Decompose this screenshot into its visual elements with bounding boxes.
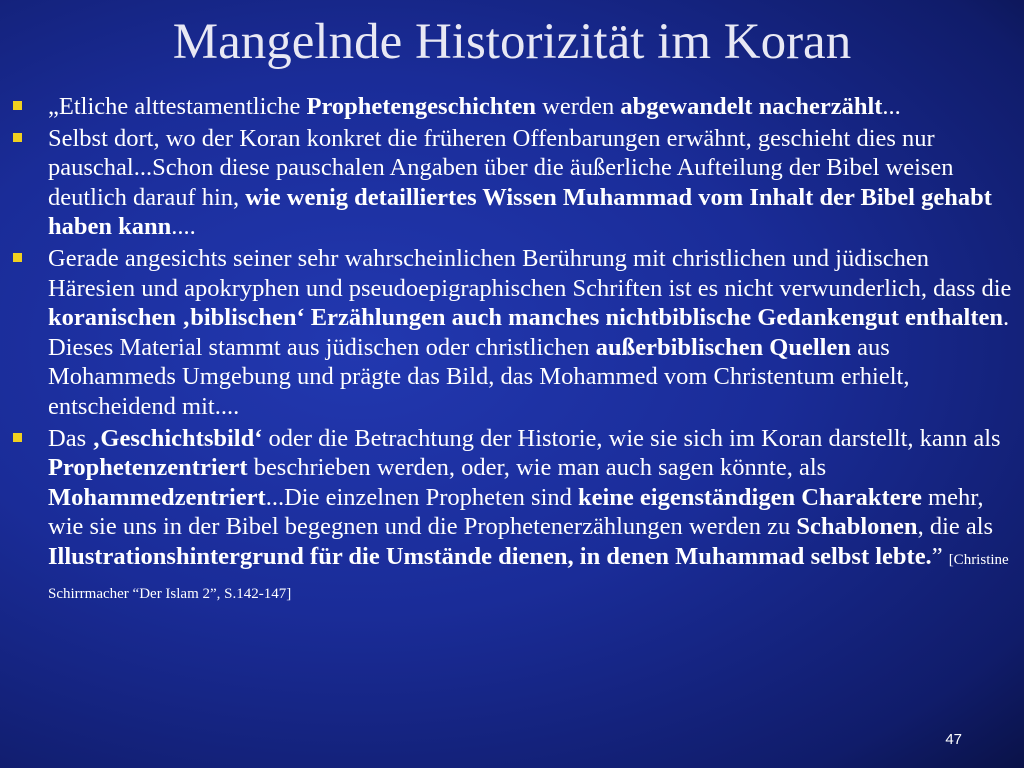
bold-segment: Mohammedzentriert [48, 483, 266, 511]
text-segment: Selbst dort, wo der Koran konkret die früheren Offenbarungen erwähnt, geschieht dies nur pauschal...Schon diese pauschalen Angaben über die äußerliche Aufteilung der Bibel weisen deutlich darauf hin, [48, 124, 954, 211]
square-bullet-icon [13, 433, 22, 442]
square-bullet-icon [13, 253, 22, 262]
text-segment: Das [48, 424, 93, 452]
text-segment: . Dieses Material stammt aus jüdischen oder christlichen [48, 304, 1010, 361]
citation: [Christine Schirrmacher “Der Islam 2”, S.142-147] [48, 551, 1009, 602]
bullet-text [48, 125, 992, 241]
bullet-item [10, 124, 1015, 242]
bold-segment: ‚Geschichtsbild‘ [92, 424, 263, 452]
page-number: 47 [945, 731, 962, 748]
bullet-list [10, 92, 1015, 611]
text-segment: ...Die einzelnen Propheten sind [265, 483, 578, 511]
bold-segment: abgewandelt nacherzählt [620, 93, 883, 120]
bullet-text [48, 425, 1009, 604]
bold-segment: Prophetengeschichten [306, 93, 537, 120]
text-segment: aus Mohammeds Umgebung und prägte das Bild, das Mohammed vom Christentum erhielt, entscheidend mit.... [48, 333, 910, 420]
slide-title: Mangelnde Historizität im Koran [172, 14, 852, 70]
text-segment: .... [171, 213, 196, 241]
square-bullet-icon [13, 101, 22, 110]
text-segment: Gerade angesichts seiner sehr wahrscheinlichen Berührung mit christlichen und jüdischen Häresien und apokryphen und pseudoepigraphischen Schriften ist es nicht verwunderlich, dass die [48, 244, 1012, 302]
bullet-text [48, 93, 901, 120]
text-segment: oder die Betrachtung der Historie, wie sie sich im Koran darstellt, kann als [262, 424, 1001, 452]
text-segment: „Etliche alttestamentliche [48, 93, 307, 120]
square-bullet-icon [13, 133, 22, 142]
bullet-item [10, 92, 1015, 122]
bold-segment: koranischen ‚biblischen‘ Erzählungen auch manches nichtbiblische Gedankengut enthalten [48, 304, 1003, 332]
text-segment: ... [882, 93, 901, 120]
bold-segment: wie wenig detailliertes Wissen Muhammad vom Inhalt der Bibel gehabt haben kann [48, 183, 992, 241]
bold-segment: außerbiblischen Quellen [595, 333, 851, 361]
bold-segment: Prophetenzentriert [48, 454, 248, 482]
bold-segment: Illustrationshintergrund für die Umstände dienen, in denen Muhammad selbst lebte. [48, 542, 932, 570]
text-segment: beschrieben werden, oder, wie man auch sagen könnte, als [247, 454, 827, 482]
text-segment: ” [931, 542, 949, 570]
bold-segment: keine eigenständigen Charaktere [578, 483, 922, 511]
bullet-item [10, 424, 1015, 610]
bullet-item [10, 244, 1015, 422]
bullet-text [48, 245, 1011, 420]
text-segment: werden [536, 93, 621, 120]
bold-segment: Schablonen [796, 513, 918, 541]
text-segment: mehr, wie sie uns in der Bibel begegnen und die Prophetenerzählungen werden zu [48, 483, 984, 541]
text-segment: , die als [917, 513, 994, 541]
